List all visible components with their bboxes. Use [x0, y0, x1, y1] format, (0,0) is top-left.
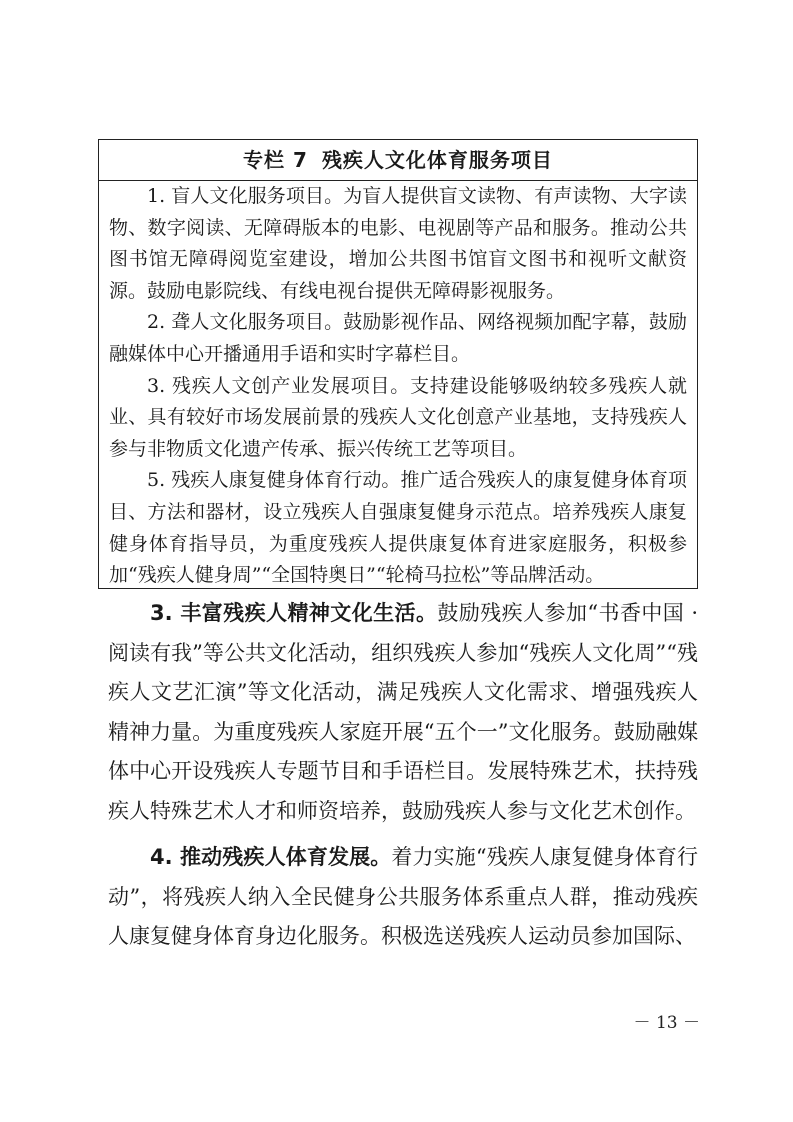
box-item-3: 3. 残疾人文创产业发展项目。支持建设能够吸纳较多残疾人就业、具有较好市场发展前景的残疾人文化创意产业基地，支持残疾人参与非物质文化遗产传承、振兴传统工艺等项目。	[109, 374, 687, 460]
section-3-paragraph	[108, 594, 698, 831]
section-4-heading: 4. 推动残疾人体育发展。	[150, 845, 392, 869]
box-body	[99, 181, 697, 592]
box-title-number: 专栏 7	[243, 148, 308, 172]
section-3-text: 鼓励残疾人参加“书香中国 ·阅读有我”等公共文化活动，组织残疾人参加“残疾人文化周”“残疾人文艺汇演”等文化活动，满足残疾人文化需求、增强残疾人精神力量。为重度残疾人家庭开展“五个一”文化服务。鼓励融媒体中心开设残疾人专题节目和手语栏目。发展特殊艺术，扶持残疾人特殊艺术人才和师资培养，鼓励残疾人参与文化艺术创作。	[108, 601, 698, 823]
feature-box	[98, 139, 698, 589]
section-4-paragraph	[108, 838, 698, 957]
page-number: － 13 －	[633, 1013, 700, 1033]
box-item-5: 5. 残疾人康复健身体育行动。推广适合残疾人的康复健身体育项目、方法和器材，设立残疾人自强康复健身示范点。培养残疾人康复健身体育指导员，为重度残疾人提供康复体育进家庭服务，积极参加“残疾人健身周”“全国特奥日”“轮椅马拉松”等品牌活动。	[109, 469, 687, 587]
box-item-2: 2. 聋人文化服务项目。鼓励影视作品、网络视频加配字幕，鼓励融媒体中心开播通用手语和实时字幕栏目。	[109, 311, 687, 365]
section-4-text: 着力实施“残疾人康复健身体育行动”，将残疾人纳入全民健身公共服务体系重点人群，推动残疾人康复健身体育身边化服务。积极选送残疾人运动员参加国际、	[108, 845, 698, 948]
box-title-text: 残疾人文化体育服务项目	[321, 148, 553, 172]
box-title	[99, 140, 697, 181]
section-3-heading: 3. 丰富残疾人精神文化生活。	[150, 601, 438, 625]
box-item-1: 1. 盲人文化服务项目。为盲人提供盲文读物、有声读物、大字读物、数字阅读、无障碍版本的电影、电视剧等产品和服务。推动公共图书馆无障碍阅览室建设，增加公共图书馆盲文图书和视听文献资源。鼓励电影院线、有线电视台提供无障碍影视服务。	[109, 185, 687, 302]
main-text	[108, 594, 698, 957]
